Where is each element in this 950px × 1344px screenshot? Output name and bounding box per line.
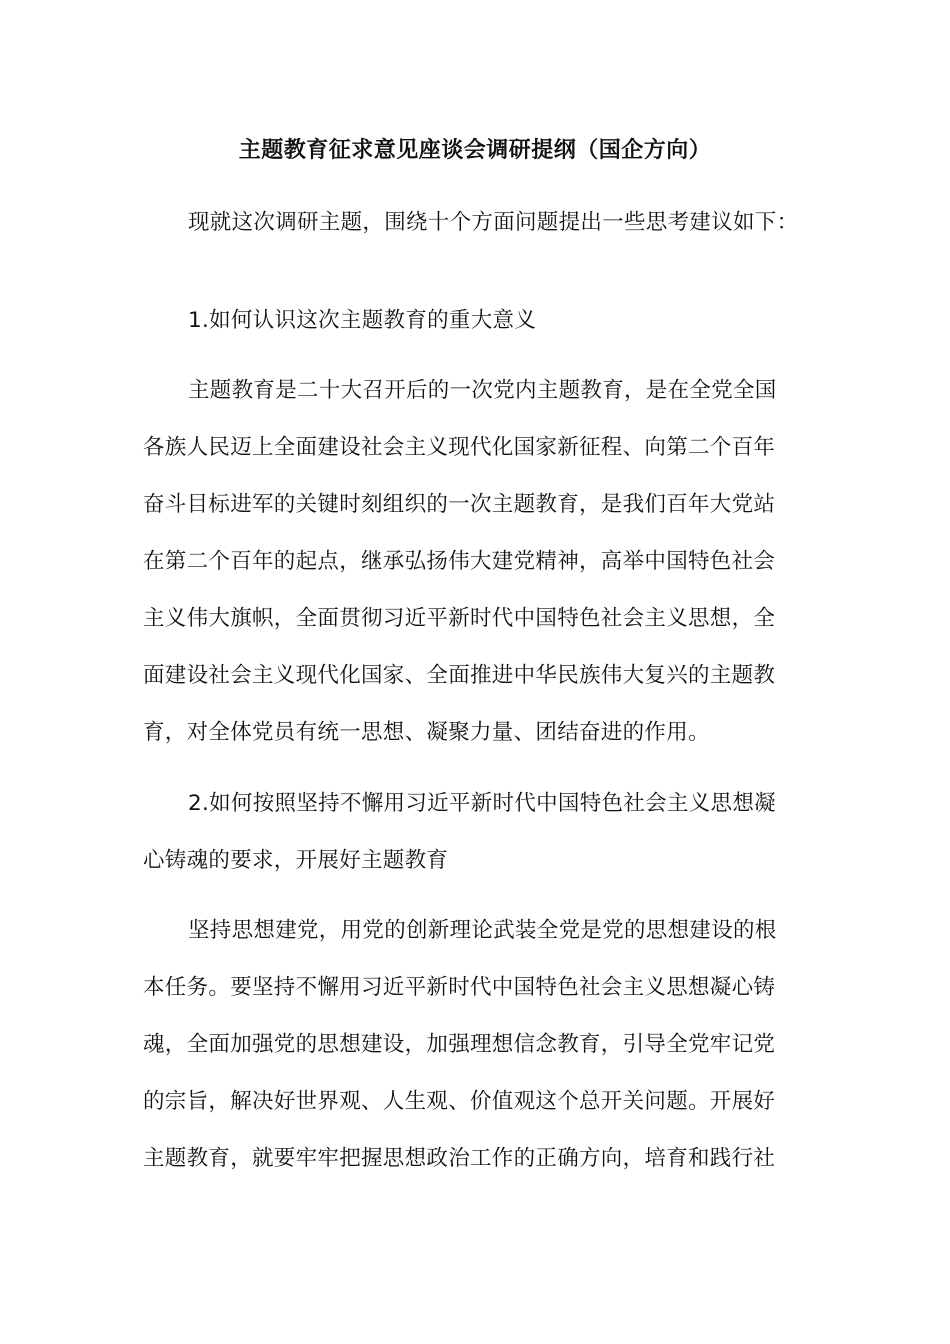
paragraph-line: 魂，全面加强党的思想建设，加强理想信念教育，引导全党牢记党	[143, 1032, 776, 1057]
paragraph-line: 坚持思想建党，用党的创新理论武装全党是党的思想建设的根	[188, 918, 777, 943]
paragraph-line: 奋斗目标进军的关键时刻组织的一次主题教育，是我们百年大党站	[143, 492, 776, 517]
intro-line: 现就这次调研主题，围绕十个方面问题提出一些思考建议如下：	[188, 210, 799, 235]
paragraph-line: 主义伟大旗帜，全面贯彻习近平新时代中国特色社会主义思想，全	[143, 606, 776, 631]
paragraph-line: 各族人民迈上全面建设社会主义现代化国家新征程、向第二个百年	[143, 435, 776, 460]
section-2-heading: 2.如何按照坚持不懈用习近平新时代中国特色社会主义思想凝	[188, 791, 776, 816]
paragraph-line: 主题教育，就要牢牢把握思想政治工作的正确方向，培育和践行社	[143, 1146, 776, 1171]
paragraph-line: 面建设社会主义现代化国家、全面推进中华民族伟大复兴的主题教	[143, 663, 776, 688]
paragraph-line: 在第二个百年的起点，继承弘扬伟大建党精神，高举中国特色社会	[143, 549, 776, 574]
paragraph-line: 的宗旨，解决好世界观、人生观、价值观这个总开关问题。开展好	[143, 1089, 776, 1114]
paragraph-line: 主题教育是二十大召开后的一次党内主题教育，是在全党全国	[188, 378, 777, 403]
document-title: 主题教育征求意见座谈会调研提纲（国企方向）	[238, 138, 712, 163]
section-1-heading: 1.如何认识这次主题教育的重大意义	[188, 308, 537, 333]
paragraph-line: 育，对全体党员有统一思想、凝聚力量、团结奋进的作用。	[143, 720, 710, 745]
section-2-heading-cont: 心铸魂的要求，开展好主题教育	[143, 848, 449, 873]
paragraph-line: 本任务。要坚持不懈用习近平新时代中国特色社会主义思想凝心铸	[143, 975, 776, 1000]
